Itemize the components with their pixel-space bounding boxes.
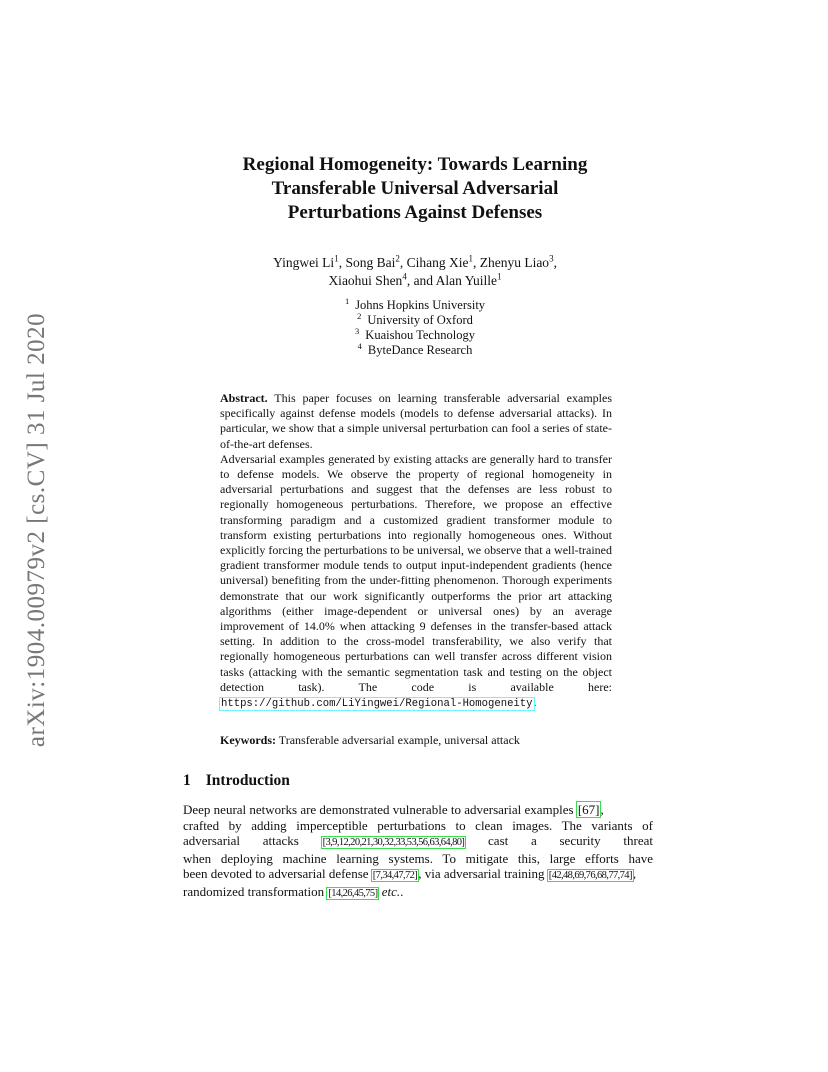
text-span: randomized transformation: [183, 883, 328, 899]
author-line: [200, 272, 630, 290]
abstract-paragraph: [220, 391, 612, 452]
text-line: [183, 833, 653, 851]
title-line: Regional Homogeneity: Towards Learning: [242, 154, 588, 175]
author-line: [200, 254, 630, 272]
affiliation-name: Kuaishou Technology: [365, 328, 475, 342]
abstract-paragraph: [220, 452, 612, 712]
affiliation: [200, 310, 630, 328]
affiliation-number: 4: [357, 340, 362, 351]
text-span: ,: [600, 802, 604, 817]
author-affil-mark: 3: [549, 253, 554, 264]
keywords-label: Keywords:: [220, 733, 276, 747]
keywords-text: Transferable adversarial example, universal attack: [278, 733, 520, 747]
text-span: adversarial attacks: [183, 833, 322, 849]
text-line: [183, 802, 653, 818]
affiliation-list: [200, 295, 630, 358]
text-span: ,: [632, 866, 637, 882]
abstract: [220, 391, 612, 712]
abstract-label: Abstract.: [220, 391, 268, 405]
affiliation-number: 3: [355, 325, 360, 336]
title-line: Perturbations Against Defenses: [287, 202, 543, 223]
author-affil-mark: 2: [395, 253, 400, 264]
affiliation-number: 1: [344, 295, 350, 306]
text-span: cast a security threat: [465, 833, 653, 849]
affiliation-name: ByteDance Research: [367, 343, 473, 357]
text-line: when deploying machine learning systems. To mitigate this, large efforts have: [183, 850, 653, 866]
affiliation: [200, 325, 630, 343]
citation-link[interactable]: [42,48,69,76,68,77,74]: [548, 870, 632, 882]
abstract-period: .: [533, 695, 537, 710]
affiliation-name: Johns Hopkins University: [355, 298, 486, 312]
affiliation-name: University of Oxford: [367, 313, 473, 327]
text-line: crafted by adding imperceptible perturbations to clean images. The variants of: [183, 817, 653, 833]
author-affil-mark: 1: [497, 271, 502, 282]
author-name: , Cihang Xie: [399, 255, 469, 270]
citation-link[interactable]: [14,26,45,75]: [328, 887, 378, 899]
author-separator: ,: [553, 255, 557, 270]
introduction-text: [183, 802, 653, 902]
author-name: , Zhenyu Liao: [472, 255, 550, 270]
text-span: etc.: [381, 883, 401, 899]
author-affil-mark: 1: [334, 253, 339, 264]
code-repository-link[interactable]: https://github.com/LiYingwei/Regional-Homogeneity: [221, 698, 533, 711]
author-name: Xiaohui Shen: [328, 273, 403, 288]
section-number: 1: [183, 772, 191, 789]
citation-link[interactable]: [67]: [577, 802, 600, 817]
text-line: [183, 884, 653, 902]
text-line: [183, 866, 653, 884]
author-name: , Song Bai: [338, 255, 396, 270]
abstract-text: Adversarial examples generated by existing attacks are generally hard to transfer to defense models. We observe the property of regional homogeneity in adversarial perturbations and suggest that the defenses are less robust to regionally homogeneous perturbations. Therefore, we propose an effective transforming paradigm and a customized gradient transformer module to transform existing perturbations into regionally homogeneous ones. Without explicitly forcing the perturbations to be universal, we observe that a well-trained gradient transformer module tends to output input-independent gradients (hence universal) benefiting from the under-fitting phenomenon. Thorough experiments demonstrate that our work significantly outperforms the prior art attacking algorithms (either image-dependent or universal ones) by an average improvement of 14.0% when attacking 9 defenses in the transfer-based attack setting. In addition to the cross-model transferability, we also verify that regionally homogeneous perturbations can well transfer across different vision tasks (attacking with the semantic segmentation task and testing on the object detection task). The code is available here:: [220, 451, 612, 694]
text-span: , via adversarial training: [418, 866, 548, 882]
citation-link[interactable]: [7,34,47,72]: [372, 870, 418, 882]
affiliation-number: 2: [357, 310, 362, 321]
author-name: Yingwei Li: [273, 255, 335, 270]
affiliation: [200, 295, 630, 313]
text-span: been devoted to adversarial defense: [183, 866, 372, 882]
text-span: .: [400, 883, 404, 899]
title-line: Transferable Universal Adversarial: [271, 178, 559, 199]
author-affil-mark: 4: [402, 271, 407, 282]
keywords: [220, 733, 612, 748]
section-heading: [183, 772, 290, 790]
section-title: Introduction: [205, 772, 290, 789]
abstract-text: This paper focuses on learning transferable adversarial examples specifically against defense models (models to defense adversarial attacks). In particular, we show that a simple universal perturbation can fool a series of state-of-the-art defenses.: [220, 391, 612, 451]
author-affil-mark: 1: [468, 253, 473, 264]
text-span: Deep neural networks are demonstrated vulnerable to adversarial examples: [183, 802, 577, 817]
arxiv-identifier: arXiv:1904.00979v2 [cs.CV] 31 Jul 2020: [23, 312, 50, 748]
author-name: , and Alan Yuille: [406, 273, 498, 288]
citation-link[interactable]: [3,9,12,20,21,30,32,33,53,56,63,64,80]: [322, 837, 465, 849]
paper-title: [200, 153, 630, 225]
affiliation: [200, 340, 630, 358]
author-list: [200, 254, 630, 290]
